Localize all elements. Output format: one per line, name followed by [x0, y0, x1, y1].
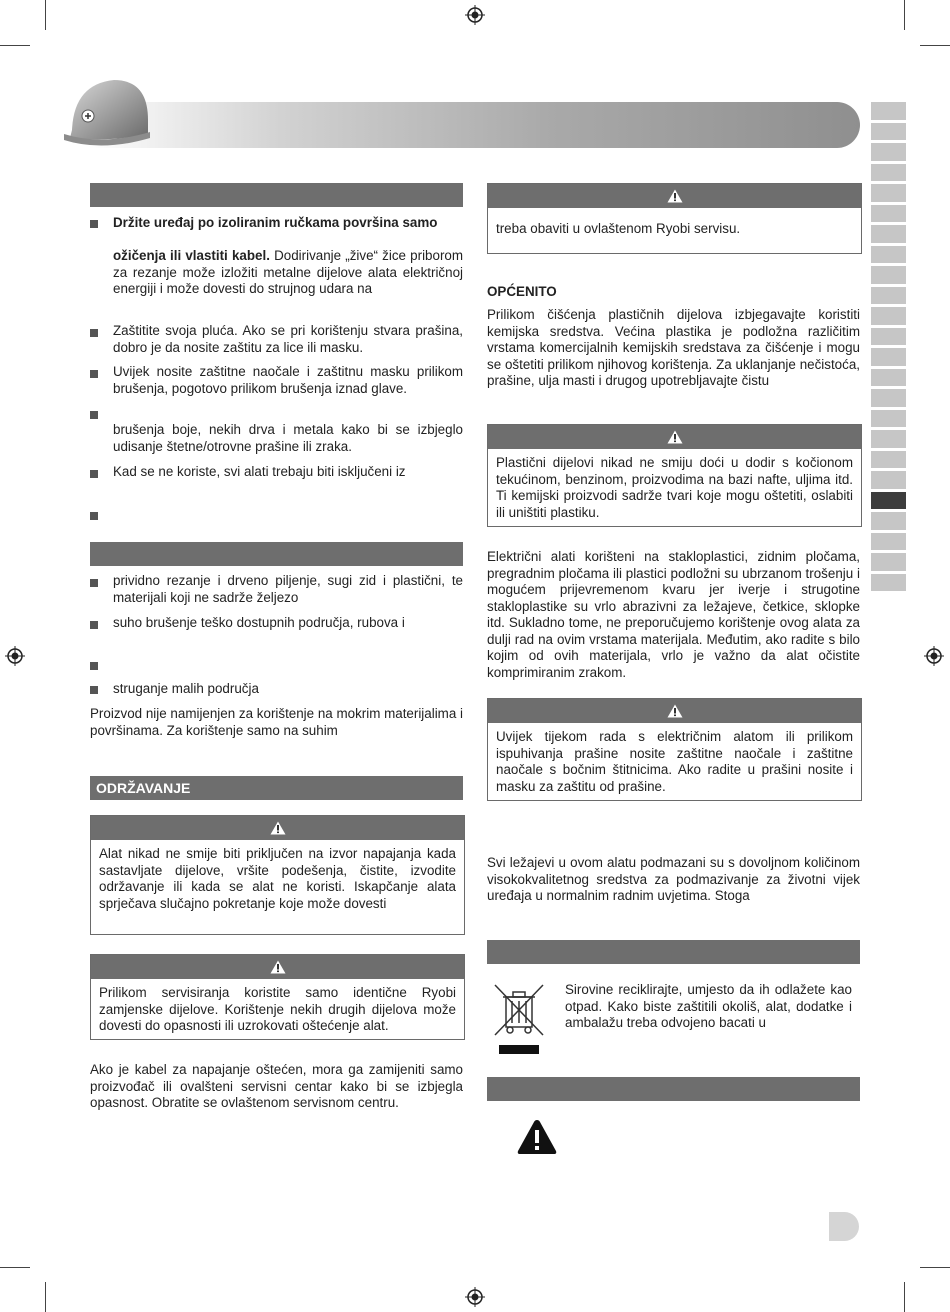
bullet-text: Zaštitite svoja pluća. Ako se pri korištenju stvara prašina, dobro je da nosite zaštitu za lice ili masku.: [113, 323, 463, 355]
language-tab[interactable]: [871, 533, 906, 551]
bearings-text: Svi ležajevi u ovom alatu podmazani su s dovoljnom količinom visokokvalitetnog sredstva za podmazivanje za životni vijek uređaja u normalnim radnim uvjetima. Stoga: [487, 855, 860, 903]
warning-text: Plastični dijelovi nikad ne smiju doći u dodir s kočionom tekućinom, benzinom, proizvodima na bazi nafte, uljima itd. Ti kemijski proizvodi sadrže tvari koje mogu oštetiti, oslabiti ili uništiti plastiku.: [496, 455, 853, 520]
registration-mark-icon: [5, 646, 25, 666]
warning-header: [488, 425, 861, 449]
cable-text: Ako je kabel za napajanje oštećen, mora ga zamijeniti samo proizvođač ili ovalšteni servisni centar kako bi se izbjegla opasnost. Obratite se ovlaštenom servisnom centru.: [90, 1062, 463, 1110]
bullet: [90, 411, 98, 419]
page-number-tab: [829, 1212, 859, 1241]
bullet: [90, 512, 98, 520]
registration-mark-icon: [465, 5, 485, 25]
language-tabs: [871, 102, 906, 594]
section-bar-maintenance: [90, 776, 463, 800]
crop-mark: [920, 1267, 950, 1268]
warning-text: Prilikom servisiranja koristite samo identične Ryobi zamjenske dijelove. Korištenje nekih drugih dijelova može dovesti do opasnosti ili uzrokovati oštećenje alat.: [99, 985, 456, 1033]
crop-mark: [45, 0, 46, 30]
bullet-text: Držite uređaj po izoliranim ručkama površina samo: [113, 215, 438, 230]
language-tab[interactable]: [871, 307, 906, 325]
warning-triangle-icon: [270, 821, 286, 835]
language-tab[interactable]: [871, 348, 906, 366]
safety-helmet-icon: [62, 72, 152, 152]
crop-mark: [920, 45, 950, 46]
bullet-text: struganje malih područja: [113, 681, 259, 696]
bullet: [90, 662, 98, 670]
warning-text: Uvijek tijekom rada s električnim alatom ili prilikom ispuhivanja prašine nosite zaštitne naočale i zaštitne naočale s bočnim štitnicima. Ako radite u prašini nosite i masku za zaštitu od prašine.: [496, 729, 853, 794]
section-title: ODRŽAVANJE: [96, 780, 191, 796]
section-bar: [90, 542, 463, 566]
intended-use-text: Proizvod nije namijenjen za korištenje na mokrim materijalima i površinama. Za korištenje samo na suhim: [90, 706, 463, 738]
warning-header: [91, 955, 464, 979]
registration-mark-icon: [465, 1287, 485, 1307]
language-tab[interactable]: [871, 328, 906, 346]
language-tab[interactable]: [871, 553, 906, 571]
bullet: [90, 329, 98, 337]
crop-mark: [0, 45, 30, 46]
header-banner: [88, 102, 860, 148]
bullet-text: prividno rezanje i drveno piljenje, sugi zid i plastični, te materijali koji ne sadrže željezo: [113, 573, 463, 605]
warning-box: [90, 815, 465, 935]
warning-header: [488, 699, 861, 723]
warning-triangle-icon: [667, 704, 683, 718]
recycle-text: Sirovine reciklirajte, umjesto da ih odlažete kao otpad. Kako biste zaštitili okoliš, alat, dodatke i ambalažu treba odvojeno bacati u: [565, 982, 852, 1030]
section-bar: [487, 1077, 860, 1101]
warning-box: [90, 954, 465, 1040]
section-bar: [90, 183, 463, 207]
crop-mark: [904, 0, 905, 30]
warning-header: [91, 816, 464, 840]
language-tab[interactable]: [871, 143, 906, 161]
bullet: [90, 579, 98, 587]
bullet: [90, 470, 98, 478]
language-tab[interactable]: [871, 164, 906, 182]
registration-mark-icon: [924, 646, 944, 666]
language-tab[interactable]: [871, 205, 906, 223]
warning-triangle-icon: [270, 960, 286, 974]
bullet-text: brušenja boje, nekih drva i metala kako bi se izbjeglo udisanje štetne/otrovne prašine ili zraka.: [113, 422, 463, 454]
bullet: [90, 686, 98, 694]
bullet-text: Kad se ne koriste, svi alati trebaju biti isključeni iz: [113, 464, 406, 479]
warning-text: Alat nikad ne smije biti priključen na izvor napajanja kada sastavljate dijelove, vršite podešenja, čistite, izvodite održavanje ili kada se alat ne koristi. Iskapčanje alata sprječava slučajno pokretanje koje može dovesti: [99, 846, 456, 911]
bullet-text: ožičenja ili vlastiti kabel. Dodirivanje „žive“ žice priborom za rezanje može izložiti metalne dijelove alata električnoj energiji i može dovesti do strujnog udara na: [113, 248, 464, 296]
crossed-out-bin-icon: [493, 983, 545, 1055]
warning-text: treba obaviti u ovlaštenom Ryobi servisu.: [496, 221, 741, 236]
section-bar: [487, 940, 860, 964]
language-tab[interactable]: [871, 512, 906, 530]
warning-box: [487, 424, 862, 527]
warning-box: [487, 183, 862, 254]
language-tab[interactable]: [871, 410, 906, 428]
language-tab[interactable]: [871, 184, 906, 202]
language-tab[interactable]: [871, 102, 906, 120]
language-tab[interactable]: [871, 266, 906, 284]
general-text: Prilikom čišćenja plastičnih dijelova izbjegavajte koristiti kemijska sredstva. Većina plastika je podložna različitim vrstama komercijalnih kemijskih sredstava za čišćenje i mogu se oštetiti prilikom njihovog korištenja. Za uklanjanje nečistoća, prašine, ulja masti i drugog upotrebljavajte čistu: [487, 307, 860, 388]
warning-header: [488, 184, 861, 208]
fiberglass-text: Električni alati korišteni na stakloplastici, zidnim pločama, pregradnim pločama ili plastici podložni su ubrzanom trošenju i mogućem prijevremenom kvaru jer iverje i strugotine stakloplastike su vrlo abrazivni za ležajeve, četkice, sklopke itd. Sukladno tome, ne preporučujemo korištenje ovog alata za dulji rad na ovim vrstama materijala. Međutim, ako radite s bilo kojim od ovih materijala, vrlo je važno da alat očistite komprimiranim zrakom.: [487, 549, 860, 680]
language-tab[interactable]: [871, 225, 906, 243]
bullet: [90, 370, 98, 378]
bullet-text: suho brušenje teško dostupnih područja, rubova i: [113, 615, 405, 630]
bullet: [90, 220, 98, 228]
language-tab[interactable]: [871, 369, 906, 387]
language-tab[interactable]: [871, 123, 906, 141]
bullet: [90, 621, 98, 629]
language-tab[interactable]: [871, 574, 906, 592]
bullet-text: Uvijek nosite zaštitne naočale i zaštitnu masku prilikom brušenja, pogotovo prilikom brušenja iznad glave.: [113, 364, 463, 396]
language-tab[interactable]: [871, 451, 906, 469]
crop-mark: [0, 1267, 30, 1268]
language-tab-active[interactable]: [871, 492, 906, 510]
crop-mark: [904, 1282, 905, 1312]
language-tab[interactable]: [871, 287, 906, 305]
language-tab[interactable]: [871, 471, 906, 489]
language-tab[interactable]: [871, 246, 906, 264]
language-tab[interactable]: [871, 389, 906, 407]
warning-triangle-icon: [667, 189, 683, 203]
warning-box: [487, 698, 862, 801]
language-tab[interactable]: [871, 430, 906, 448]
warning-triangle-icon: [667, 430, 683, 444]
crop-mark: [45, 1282, 46, 1312]
warning-triangle-icon: [516, 1118, 558, 1156]
subsection-title: OPĆENITO: [487, 284, 557, 299]
